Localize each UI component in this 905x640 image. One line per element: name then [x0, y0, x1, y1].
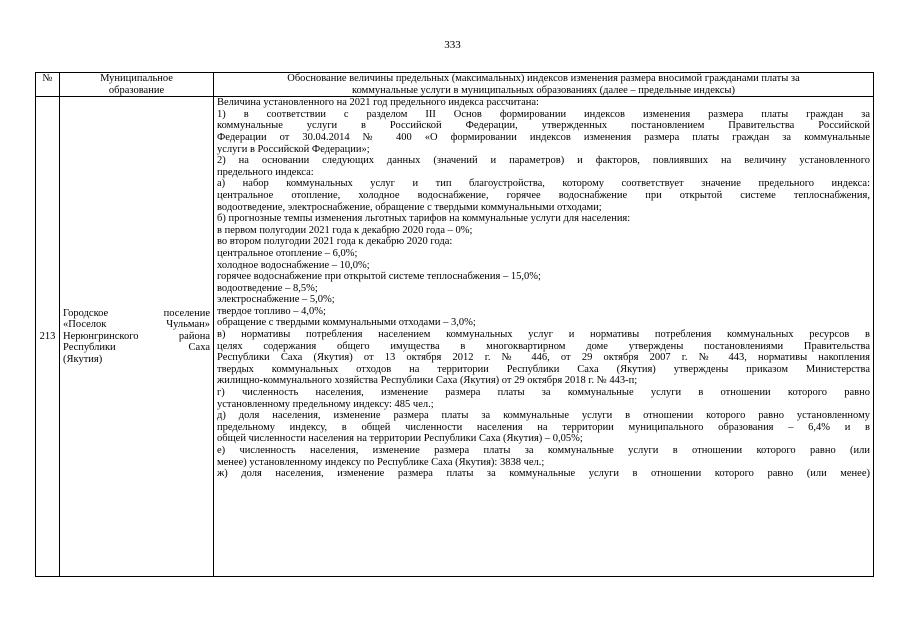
justification-line: твердое топливо – 4,0%;	[217, 305, 326, 317]
page-number: 333	[444, 39, 461, 51]
justification-line: ж) доля населения, изменение размера платы за коммунальные услуги в отношении которого равно (или менее)	[217, 468, 870, 480]
justification-line: в первом полугодии 2021 года к декабрю 2020 года – 0%;	[217, 224, 473, 236]
header-municipality-line: Муниципальное	[100, 73, 173, 84]
justification-line: электроснабжение – 5,0%;	[217, 294, 335, 306]
justification-line: водоотведение – 8,5%;	[217, 282, 318, 294]
index-justification-table	[35, 72, 874, 577]
municipality-line: Городское поселение	[63, 307, 210, 319]
table-header-row	[36, 73, 874, 97]
justification-line: холодное водоснабжение – 10,0%;	[217, 259, 370, 271]
header-justification-line: Обоснование величины предельных (максимальных) индексов изменения размера вносимой гражданами платы за	[287, 73, 800, 84]
justification-line: горячее водоснабжение при открытой системе теплоснабжения – 15,0%;	[217, 271, 541, 283]
justification-line: б) прогнозные темпы изменения льготных тарифов на коммунальные услуги для населения:	[217, 213, 631, 225]
justification-line: услуги в Российской Федерации»;	[217, 143, 370, 155]
justification-line: г) численность населения, изменение размера платы за коммунальные услуги в отношении которого равно	[217, 387, 870, 399]
justification-line: целях содержания общего имущества в многоквартирном доме утверждены постановлениями Правительства	[217, 340, 870, 352]
header-municipality	[60, 73, 214, 97]
justification-line: общей численности населения на территории Республики Саха (Якутия) – 0,05%;	[217, 433, 583, 445]
municipality-line: Нерюнгринского района	[63, 330, 210, 342]
justification-line: установленному предельному индексу: 485 чел.;	[217, 398, 434, 410]
header-justification	[214, 73, 874, 97]
justification-line: Федерации от 30.04.2014 № 400 «О формировании индексов изменения размера платы граждан за коммунальные	[217, 131, 870, 143]
justification-line: предельного индекса:	[217, 166, 314, 178]
justification-cell	[214, 97, 874, 577]
justification-line: твердых коммунальных отходов на территории Республики Саха (Якутия) утверждены приказом Министерства	[217, 363, 870, 375]
municipality-line: «Поселок Чульман»	[63, 319, 210, 331]
justification-line: во втором полугодии 2021 года к декабрю 2020 года:	[217, 236, 453, 248]
municipality-line: (Якутия)	[63, 354, 103, 366]
header-justification-line: коммунальные услуги в муниципальных образованиях (далее – предельные индексы)	[352, 84, 735, 96]
justification-line: 2) на основании следующих данных (значений и параметров) и факторов, повлиявших на величину установленного	[217, 155, 870, 167]
justification-line: е) численность населения, изменение размера платы за коммунальные услуги в отношении которого равно (или	[217, 445, 870, 456]
header-municipality-line: образование	[108, 84, 165, 96]
justification-line: жилищно-коммунального хозяйства Республики Саха (Якутия) от 29 октября 2018 г. № 443-п;	[217, 375, 638, 387]
justification-line: предельному индексу, в общей численности населения на территории муниципального образования – 6,4% и в	[217, 421, 870, 433]
table-row	[36, 97, 874, 577]
justification-line: д) доля населения, изменение размера платы за коммунальные услуги в отношении которого равно установленному	[217, 410, 870, 422]
header-number: №	[36, 73, 60, 97]
justification-line: коммунальные услуги в Российской Федерации, утвержденных постановлением Правительства Российской	[217, 120, 870, 132]
justification-line: Республики Саха (Якутия) от 13 октября 2012 г. № 446, от 29 октября 2007 г. № 443, нормативы накопления	[217, 352, 870, 364]
justification-line: а) набор коммунальных услуг и тип благоустройства, которому соответствует значение предельного индекса:	[217, 178, 870, 190]
municipality-line: Республики Саха	[63, 342, 210, 354]
row-number: 213	[36, 97, 60, 577]
justification-line: Величина установленного на 2021 год предельного индекса рассчитана:	[217, 97, 539, 109]
justification-line: водоотведение, электроснабжение, обращение с твердыми коммунальными отходами;	[217, 201, 602, 213]
justification-line: обращение с твердыми коммунальными отходами – 3,0%;	[217, 317, 476, 329]
municipality-cell	[60, 97, 214, 577]
justification-line: центральное отопление, холодное водоснабжение, горячее водоснабжение при открытой системе теплоснабжения,	[217, 189, 870, 201]
justification-line: менее) установленному индексу по Республике Саха (Якутия): 3838 чел.;	[217, 456, 545, 468]
justification-line: в) нормативы потребления населением коммунальных услуг и нормативы потребления коммунальных ресурсов в	[217, 329, 870, 341]
justification-line: 1) в соответствии с разделом III Основ формировании индексов изменения размера платы граждан за	[217, 108, 870, 120]
justification-line: центральное отопление – 6,0%;	[217, 247, 358, 259]
